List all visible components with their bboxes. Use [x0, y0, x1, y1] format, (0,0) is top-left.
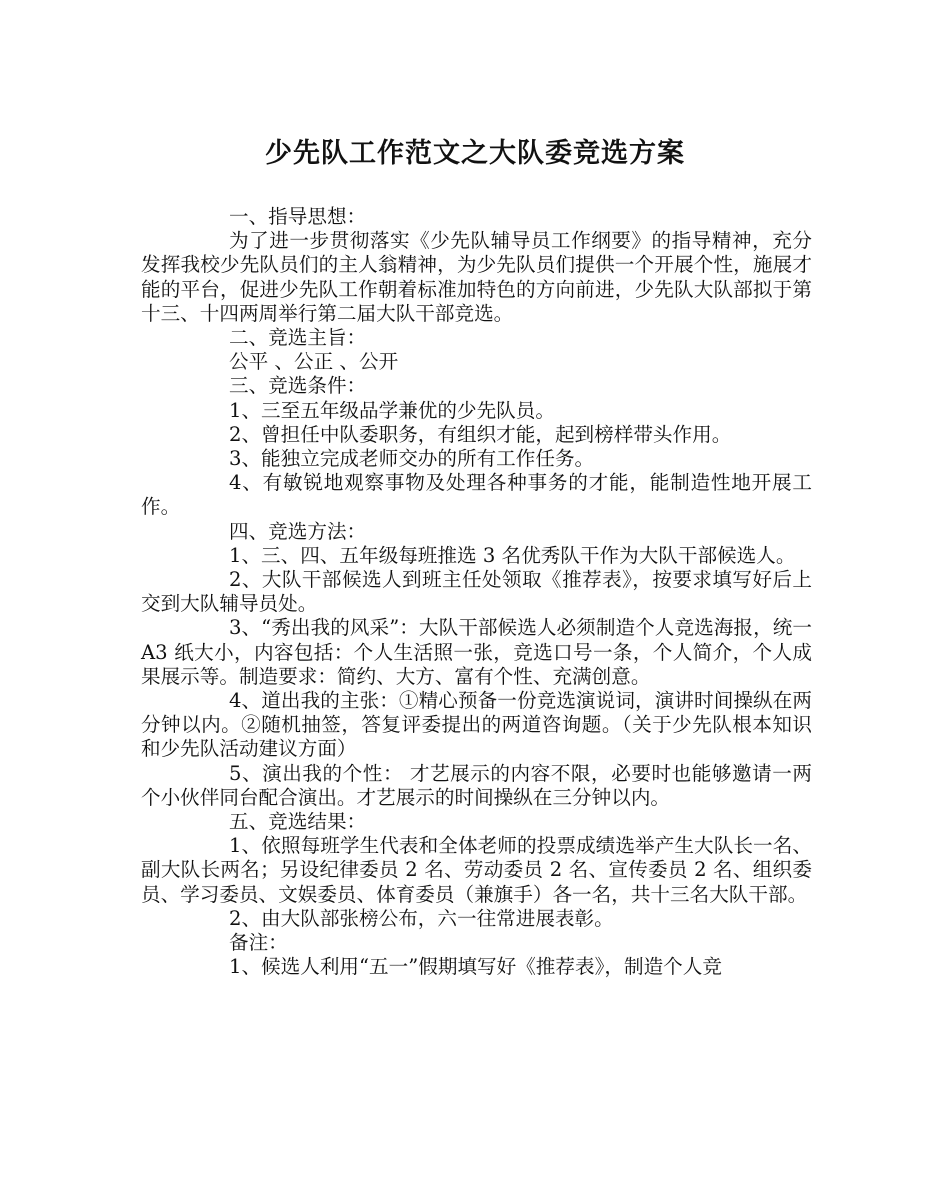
result-item-1: 1、依照每班学生代表和全体老师的投票成绩选举产生大队长一名、副大队长两名；另设纪律委员 2 名、劳动委员 2 名、宣传委员 2 名、组织委员、学习委员、文娱委员、体育委员（兼旗手）各一名，共十三名大队干部。 [141, 834, 812, 906]
method-item-4: 4、道出我的主张：①精心预备一份竞选演说词，演讲时间操纵在两分钟以内。②随机抽签，答复评委提出的两道咨询题。（关于少先队根本知识和少先队活动建议方面） [141, 688, 812, 761]
section-heading-conditions: 三、竞选条件： [229, 374, 367, 398]
section-heading-methods: 四、竞选方法： [229, 519, 367, 543]
document-body [141, 205, 812, 979]
method-item-5: 5、演出我的个性： 才艺展示的内容不限，必要时也能够邀请一两个小伙伴同台配合演出。才艺展示的时间操纵在三分钟以内。 [141, 761, 812, 809]
method-item-1: 1、三、四、五年级每班推选 3 名优秀队干作为大队干部候选人。 [229, 543, 796, 567]
note-item-1: 1、候选人利用“五一”假期填写好《推荐表》，制造个人竞 [229, 955, 722, 979]
document-title: 少先队工作范文之大队委竞选方案 [265, 138, 685, 169]
section-heading-purpose: 二、竞选主旨： [229, 326, 367, 349]
paragraph-purpose: 为了进一步贯彻落实《少先队辅导员工作纲要》的指导精神，充分发挥我校少先队员们的主人翁精神，为少先队员们提供一个开展个性，施展才能的平台，促进少先队工作朝着标准加特色的方向前进，少先队大队部拟于第十三、十四两周举行第二届大队干部竞选。 [141, 229, 812, 325]
result-item-2: 2、由大队部张榜公布，六一往常进展表彰。 [229, 906, 614, 930]
condition-item-4: 4、有敏锐地观察事物及处理各种事务的才能，能制造性地开展工作。 [141, 471, 812, 519]
notes-heading: 备注： [229, 930, 288, 954]
paragraph-principles: 公平 、公正 、公开 [229, 350, 399, 374]
method-item-3: 3、“秀出我的风采”：大队干部候选人必须制造个人竞选海报，统一 A3 纸大小，内容包括：个人生活照一张，竞选口号一条，个人简介，个人成果展示等。制造要求：简约、大方、富有个性、充满创意。 [141, 616, 812, 688]
section-heading-guiding-thought: 一、指导思想： [229, 205, 367, 228]
condition-item-3: 3、能独立完成老师交办的所有工作任务。 [229, 446, 595, 470]
method-item-2: 2、大队干部候选人到班主任处领取《推荐表》，按要求填写好后上交到大队辅导员处。 [141, 567, 812, 616]
section-heading-results: 五、竞选结果： [229, 809, 367, 833]
condition-item-2: 2、曾担任中队委职务，有组织才能，起到榜样带头作用。 [229, 422, 732, 446]
condition-item-1: 1、三至五年级品学兼优的少先队员。 [229, 398, 555, 422]
